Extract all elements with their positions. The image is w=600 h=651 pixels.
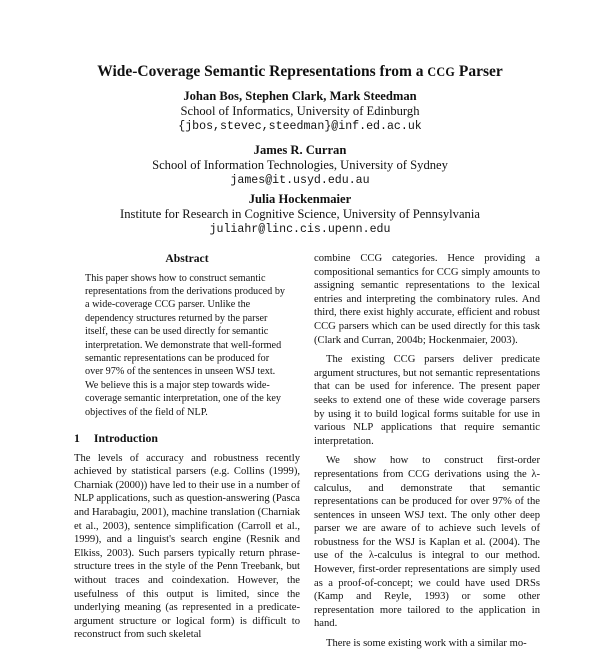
right-column: [314, 252, 540, 651]
left-column: [74, 252, 300, 642]
author-group-sydney: [0, 143, 600, 188]
title-text-end: Parser: [455, 63, 503, 80]
title-text: Wide-Coverage Semantic Representations from a: [97, 63, 428, 80]
body-paragraph: combine CCG categories. Hence providing a compositional semantics for CCG simply amounts to assigning semantic representations to the lexical entries and interpreting the combinatory rules. And third, there exist highly accurate, efficient and robust CCG parsers which can be used directly for this task (Clark and Curran, 2004b; Hockenmaier, 2003).: [314, 253, 540, 346]
section-title: Introduction: [93, 431, 158, 446]
title-ccg: CCG: [427, 65, 455, 79]
abstract-text: This paper shows how to construct semantic representations from the derivations produced by a wide-coverage CCG parser. Unlike the dependency structures returned by the parser itself, these can be used directly for semantic interpretation. We demonstrate that well-formed semantic representations can be produced for over 97% of the sentences in unseen WSJ text. We believe this is a major step towards wide-coverage semantic interpretation, one of the key objectives of the field of NLP.: [85, 272, 286, 418]
body-paragraph: The existing CCG parsers deliver predicate argument structures, but not semantic representations that can be used for inference. The present paper seeks to extend one of these wide coverage parsers by using it to build logical forms suitable for use in various NLP applications that require semantic interpretation.: [314, 354, 540, 447]
author-group-penn: [0, 192, 600, 237]
author-email: juliahr@linc.cis.upenn.edu: [209, 223, 391, 236]
body-paragraph: We show how to construct first-order representations from CCG derivations using the λ-calculus, and demonstrate that semantic representations can be produced for over 97% of the sentences in unseen WSJ text. The only other deep parser we are aware of to achieve such levels of robustness for the WSJ is Kaplan et al. (2004). The use of the λ-calculus is integral to our method. However, first-order representations are simply used as a proof-of-concept; we could have used DRSs (Kamp and Reyle, 1993) or some other representation more tailored to the application in hand.: [314, 455, 540, 630]
section-heading: [74, 432, 300, 446]
paper-title: [0, 63, 600, 81]
section-number: 1: [74, 431, 80, 446]
author-affiliation: Institute for Research in Cognitive Science, University of Pennsylvania: [120, 207, 480, 221]
abstract-heading: Abstract: [165, 252, 209, 265]
intro-paragraph: The levels of accuracy and robustness recently achieved by statistical parsers (e.g. Collins (1999), Charniak (2000)) have led to their use in a number of NLP applications, such as question-answering (Pasca and Harabagiu, 2001), machine translation (Charniak et al., 2003), sentence simplification (Carroll et al., 1999), and a linguist's search engine (Resnik and Elkiss, 2003). Such parsers typically return phrase-structure trees in the style of the Penn Treebank, but without traces and coindexation. However, the usefulness of this output is limited, since the underlying meaning (as represented in a predicate-argument structure or logical form) is difficult to reconstruct from such skeletal: [74, 452, 300, 641]
author-group-edinburgh: [0, 89, 600, 134]
body-paragraph: There is some existing work with a similar mo-: [326, 638, 527, 650]
author-names: Julia Hockenmaier: [248, 192, 352, 206]
author-email: james@it.usyd.edu.au: [230, 174, 370, 187]
author-affiliation: School of Informatics, University of Edinburgh: [180, 104, 420, 118]
author-email: {jbos,stevec,steedman}@inf.ed.ac.uk: [178, 120, 422, 133]
author-names: James R. Curran: [253, 143, 347, 157]
author-affiliation: School of Information Technologies, University of Sydney: [152, 158, 448, 172]
author-names: Johan Bos, Stephen Clark, Mark Steedman: [183, 89, 417, 103]
